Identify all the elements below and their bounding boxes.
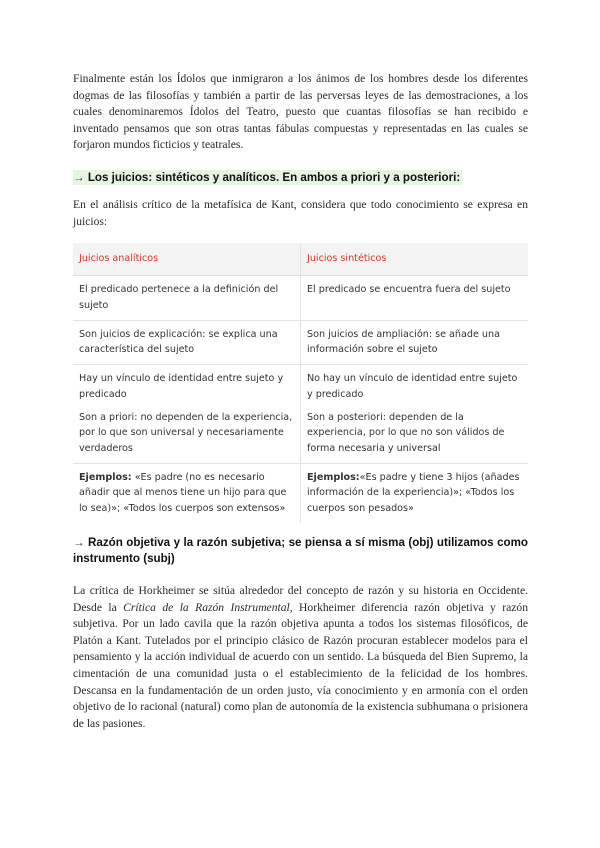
cell-text: Hay un vínculo de identidad entre sujeto y predicado xyxy=(79,373,284,400)
book-title: Crítica de la Razón Instrumental xyxy=(123,600,290,614)
paragraph-text: , Horkheimer diferencia razón objetiva y razón subjetiva. Por un lado cavila que la razón objetiva apunta a todos los sistemas filosóficos, de Platón a Kant. Tutelados por el principio clásico de Razón procuran establecer modelos para el pensamiento y la acción individual de acuerdo con un sentido. La búsqueda del Bien Supremo, la cimentación de una comunidad justa o el establecimiento de la felicidad de los hombres. Descansa en la fundamentación de un orden justo, vía conocimiento y en armonía con el orden objetivo de lo racional (natural) como plan de autonomía de la existencia subhumana o prisionera de las pasiones. xyxy=(73,600,528,730)
paragraph-idolos-teatro: Finalmente están los Ídolos que inmigraron a los ánimos de los hombres desde los diferentes dogmas de las filosofías y también a partir de las perversas leyes de las demostraciones, a los cuales denominaremos Ídolos del Teatro, puesto que cuantas filosofías se han recibido e inventado pensamos que son otras tantas fábulas compuestas y representadas en las cuales se forjaron mundos ficticios y teatrales. xyxy=(73,72,528,152)
table-cell xyxy=(73,463,301,522)
table-cell xyxy=(301,365,529,463)
paragraph-horkheimer xyxy=(73,583,528,732)
juicios-table xyxy=(73,243,528,523)
heading-juicios: → Los juicios: sintéticos y analíticos. En ambos a priori y a posteriori: xyxy=(73,171,461,184)
table-row xyxy=(73,320,528,365)
table-cell: El predicado pertenece a la definición del sujeto xyxy=(73,276,301,321)
table-header-row xyxy=(73,243,528,276)
table-row xyxy=(73,463,528,522)
cell-text: Son a priori: no dependen de la experiencia, por lo que son universal y necesariamente verdaderos xyxy=(79,412,293,454)
table-row xyxy=(73,276,528,321)
cell-text: Son a posteriori: dependen de la experiencia, por lo que no son válidos de forma necesaria y universal xyxy=(307,412,505,454)
table-cell: Son juicios de ampliación: se añade una información sobre el sujeto xyxy=(301,320,529,365)
header-sinteticos: Juicios sintéticos xyxy=(301,243,529,276)
table-cell: Son juicios de explicación: se explica una característica del sujeto xyxy=(73,320,301,365)
examples-label: Ejemplos: xyxy=(79,471,132,483)
cell-text: «Es padre y tiene 3 hijos (añades información de la experiencia)»; «Todos los cuerpos son pesados» xyxy=(307,471,520,514)
table-cell xyxy=(73,365,301,463)
paragraph-kant-juicios: En el análisis crítico de la metafísica de Kant, considera que todo conocimiento se expresa en juicios: xyxy=(73,198,528,228)
heading-razon: → Razón objetiva y la razón subjetiva; se piensa a sí misma (obj) utilizamos como instrumento (subj) xyxy=(73,536,528,565)
cell-text: No hay un vínculo de identidad entre sujeto y predicado xyxy=(307,373,518,400)
cell-text: «Es padre (no es necesario añadir que al menos tiene un hijo para que lo sea)»; «Todos los cuerpos son extensos» xyxy=(79,471,287,514)
table-row xyxy=(73,365,528,463)
table-cell xyxy=(301,463,529,522)
table-cell: El predicado se encuentra fuera del sujeto xyxy=(301,276,529,321)
examples-label: Ejemplos: xyxy=(307,471,360,483)
header-analiticos: Juicios analíticos xyxy=(73,243,301,276)
paragraph-text: La crítica de Horkheimer se sitúa alrededor del concepto de razón y su historia en Occidente. Desde la xyxy=(73,584,528,614)
